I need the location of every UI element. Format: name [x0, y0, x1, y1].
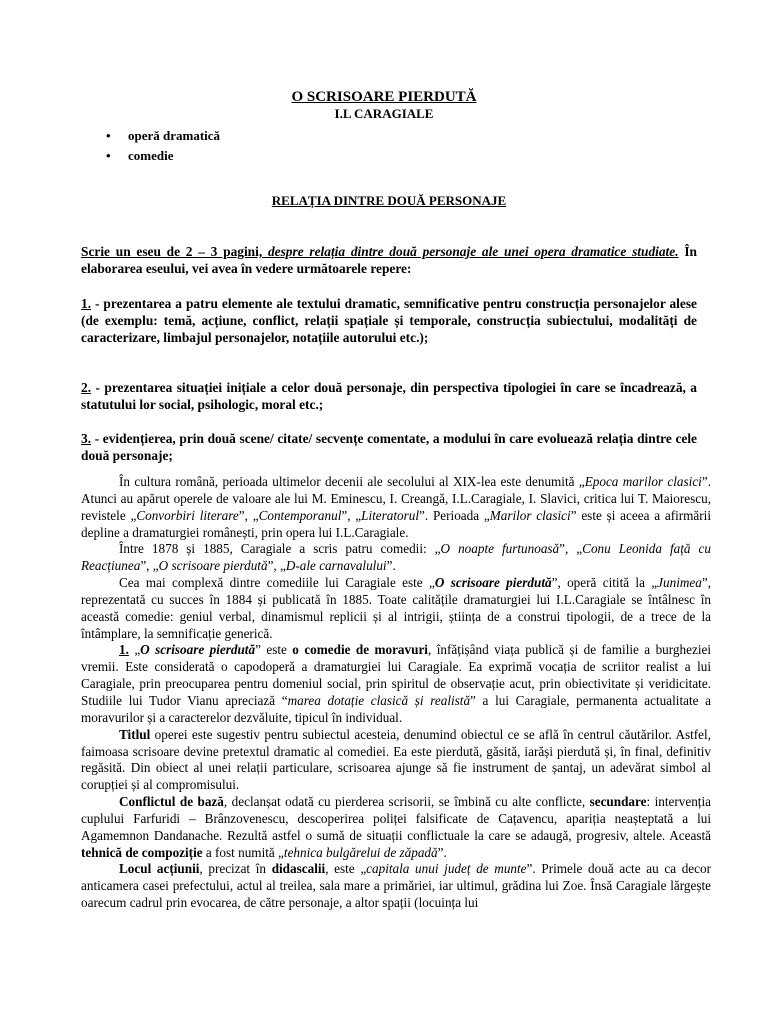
paragraph-scrisoare: Cea mai complexă dintre comediile lui Caragiale este „O scrisoare pierdută”, operă citită la „Junimea”, reprezentată cu succes în 1884 și publicată în 1885. Toate calitățile dramaturgiei lui I.L.Caragiale se întâlnesc în această comedie: geniul verbal, dinamismul replicii și al intrigii, știința de a construi tipologii, de a trece de la întâmplare, la semnificație generică. [81, 575, 711, 641]
bullet-list [106, 126, 220, 166]
essay-body [81, 474, 711, 912]
list-item: • operă dramatică [106, 126, 220, 146]
section-title: RELAȚIA DINTRE DOUĂ PERSONAJE [271, 193, 507, 208]
requirement-1: 1. - prezentarea a patru elemente ale textului dramatic, semnificative pentru construcția personajelor alese (de exemplu: temă, acțiune, conflict, relații spațiale și temporale, construcția subiectului, modalități de caracterizare, limbajul personajelor, notațiile autorului etc.); [81, 296, 697, 345]
bullet-icon: • [106, 148, 111, 163]
paragraph-comedii: Între 1878 și 1885, Caragiale a scris patru comedii: „O noapte furtunoasă”, „Conu Leonida față cu Reacțiunea”, „O scrisoare pierdută”, „D-ale carnavalului”. [81, 541, 711, 574]
paragraph-titlul: Titlul operei este sugestiv pentru subiectul acesteia, denumind obiectul ce se află în centrul căutărilor. Astfel, faimoasa scrisoare devine pretextul dramatic al comediei. Ea este pierdută, găsită, iarăși pierdută și, în final, definitiv regăsită. Din obiect al unei relații particulare, scrisoarea ajunge să fie instrument de șantaj, un adevărat simbol al corupției și al compromisului. [81, 726, 711, 793]
paragraph-locul: Locul acțiunii, precizat în didascalii, este „capitala unui județ de munte”. Primele două acte au ca decor anticamera casei prefectului, actul al treilea, sala mare a primăriei, iar ultimul, grădina lui Zoe. Însă Caragiale lărgește oarecum cadrul prin evocarea, de către personaje, a altor spații (locuința lui [81, 861, 711, 911]
author-name: I.L CARAGIALE [334, 106, 434, 121]
paragraph-comedie-moravuri: 1. „O scrisoare pierdută” este o comedie de moravuri, înfățișând viața publică și de familie a burgheziei vremii. Este considerată o capodoperă a dramaturgiei lui Caragiale. Ea exprimă vocația de scriitor realist a lui Caragiale, prin preocuparea pentru domeniul social, prin spiritul de observație acut, prin obiectivitate și veridicitate. Studiile lui Tudor Vianu apreciază “marea dotație clasică și realistă” a lui Caragiale, permanenta actualitate a moravurilor și a caracterelor dezvăluite, tipicul în individual. [81, 642, 712, 725]
paragraph-conflictul: Conflictul de bază, declanșat odată cu pierderea scrisorii, se îmbină cu alte conflicte, secundare: intervenția cuplului Farfuridi – Brânzovenescu, descoperirea poliței falsificate de Cațavencu, apariția neașteptată a lui Agamemnon Dandanache. Rezultă astfel o sumă de situații conflictuale la care se adaugă, progresiv, altele. Această tehnică de compoziție a fost numită „tehnica bulgărelui de zăpadă”. [81, 794, 711, 860]
paragraph-epoca: În cultura română, perioada ultimelor decenii ale secolului al XIX-lea este denumită „Epoca marilor clasici”. Atunci au apărut operele de valoare ale lui M. Eminescu, I. Creangă, I.L.Caragiale, I. Slavici, critica lui T. Maiorescu, revistele „Convorbiri literare”, „Contemporanul”, „Literatorul”. Perioada „Marilor clasici” este și aceea a afirmării depline a dramaturgiei românești, prin opera lui I.L.Caragiale. [81, 474, 711, 540]
document-title: O SCRISOARE PIERDUTĂ [291, 89, 477, 105]
requirement-3: 3. - evidențierea, prin două scene/ citate/ secvențe comentate, a modului în care evoluează relația dintre cele două personaje; [81, 431, 697, 463]
list-item: • comedie [106, 146, 220, 166]
requirement-2: 2. - prezentarea situației inițiale a celor două personaje, din perspectiva tipologiei în care se încadrează, a statutului lor social, psihologic, moral etc.; [81, 380, 697, 412]
task-statement: Scrie un eseu de 2 – 3 pagini, despre relația dintre două personaje ale unei opera dramatice studiate. În elaborarea eseului, vei avea în vedere următoarele repere: [81, 244, 697, 276]
bullet-icon: • [106, 128, 111, 143]
